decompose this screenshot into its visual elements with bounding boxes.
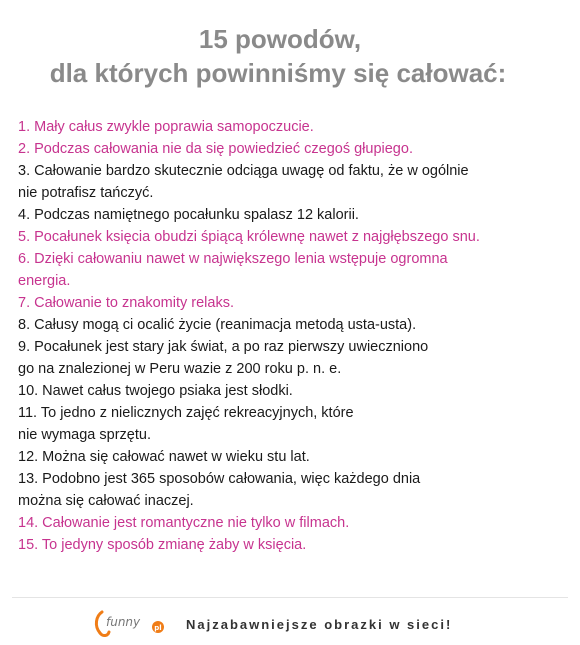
reason-line: 7. Całowanie to znakomity relaks. [18, 295, 234, 311]
reason-line: 10. Nawet całus twojego psiaka jest słodki. [18, 383, 293, 399]
reason-line: 4. Podczas namiętnego pocałunku spalasz 12 kalorii. [18, 207, 359, 223]
logo-badge: pl [154, 624, 162, 632]
reason-line: energia. [18, 273, 71, 289]
footer-divider [12, 597, 568, 598]
reason-line: 9. Pocałunek jest stary jak świat, a po raz pierwszy uwieczniono [18, 339, 429, 355]
reason-line: 12. Można się całować nawet w wieku stu lat. [18, 449, 310, 465]
reason-line: 11. To jedno z nielicznych zajęć rekreacyjnych, które [18, 405, 354, 421]
reason-line: 15. To jedyny sposób zmianę żaby w księcia. [18, 537, 307, 553]
reason-line: 8. Całusy mogą ci ocalić życie (reanimacja metodą usta-usta). [18, 317, 417, 333]
funny-logo-icon[interactable] [92, 606, 172, 638]
reason-line: można się całować inaczej. [18, 493, 194, 509]
reason-line: nie wymaga sprzętu. [18, 427, 151, 443]
reason-line: 3. Całowanie bardzo skutecznie odciąga uwagę od faktu, że w ogólnie [18, 163, 469, 179]
reason-line: 1. Mały całus zwykle poprawia samopoczucie. [18, 119, 314, 135]
reason-line: 14. Całowanie jest romantyczne nie tylko w filmach. [18, 515, 350, 531]
page-subtitle: dla których powinniśmy się całować: [49, 58, 507, 88]
reason-line: nie potrafisz tańczyć. [18, 185, 154, 201]
logo-text: funny [106, 615, 141, 629]
reason-line: go na znalezionej w Peru wazie z 200 roku p. n. e. [18, 361, 342, 377]
reason-line: 13. Podobno jest 365 sposobów całowania, więc każdego dnia [18, 471, 421, 487]
reasons-list [18, 116, 563, 556]
reason-line: 5. Pocałunek księcia obudzi śpiącą królewnę nawet z najgłębszego snu. [18, 229, 480, 245]
reason-line: 6. Dzięki całowaniu nawet w największego lenia wstępuje ogromna [18, 251, 448, 267]
reason-line: 2. Podczas całowania nie da się powiedzieć czegoś głupiego. [18, 141, 413, 157]
page-title: 15 powodów, [198, 24, 362, 54]
footer-tagline: Najzabawniejsze obrazki w sieci! [186, 617, 453, 632]
